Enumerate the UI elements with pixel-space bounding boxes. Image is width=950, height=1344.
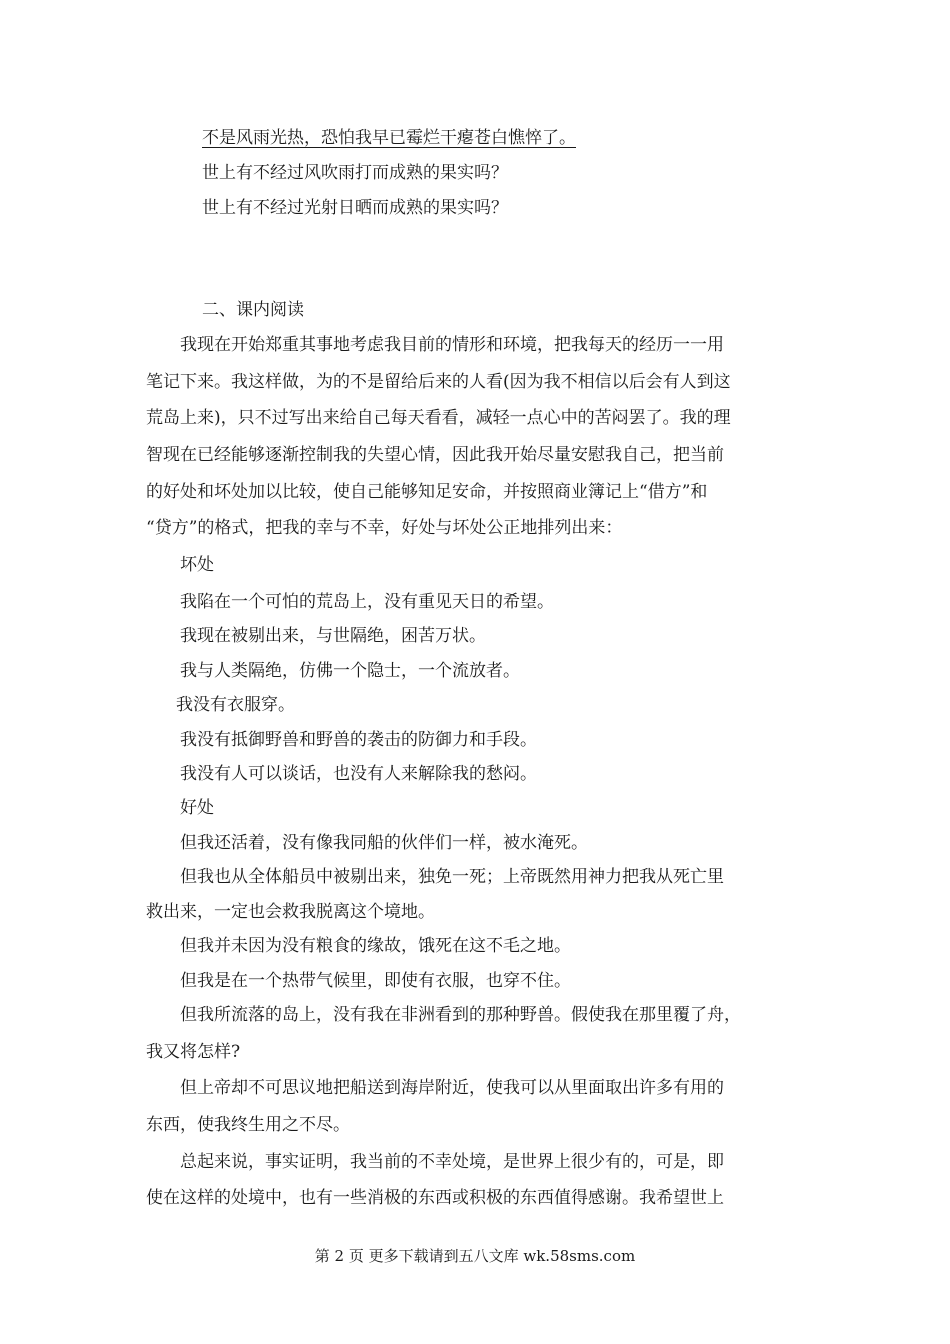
good-line-5: 但我是在一个热带气候里，即使有衣服，也穿不住。 — [180, 971, 571, 991]
good-line-9: 东西，使我终生用之不尽。 — [146, 1115, 350, 1135]
good-line-6: 但我所流落的岛上，没有我在非洲看到的那种野兽。假使我在那里覆了舟， — [180, 1005, 741, 1025]
intro-line-5: 的好处和坏处加以比较，使自己能够知足安命，并按照商业簿记上“借方”和 — [146, 482, 708, 502]
good-line-2: 但我也从全体船员中被剔出来，独免一死；上帝既然用神力把我从死亡里 — [180, 867, 724, 887]
poem-line-2: 世上有不经过风吹雨打而成熟的果实吗？ — [202, 163, 508, 183]
bad-heading: 坏处 — [180, 555, 214, 575]
intro-line-1: 我现在开始郑重其事地考虑我目前的情形和环境，把我每天的经历一一用 — [180, 335, 724, 355]
bad-item-1: 我陷在一个可怕的荒岛上，没有重见天日的希望。 — [180, 592, 554, 612]
good-line-1: 但我还活着，没有像我同船的伙伴们一样，被水淹死。 — [180, 833, 588, 853]
bad-item-6: 我没有人可以谈话，也没有人来解除我的愁闷。 — [180, 764, 537, 784]
intro-line-2: 笔记下来。我这样做，为的不是留给后来的人看(因为我不相信以后会有人到这 — [146, 372, 731, 392]
bad-item-2: 我现在被剔出来，与世隔绝，困苦万状。 — [180, 626, 486, 646]
good-line-4: 但我并未因为没有粮食的缘故，饿死在这不毛之地。 — [180, 936, 571, 956]
intro-line-4: 智现在已经能够逐渐控制我的失望心情，因此我开始尽量安慰我自己，把当前 — [146, 445, 724, 465]
section-title: 二、课内阅读 — [202, 300, 304, 320]
intro-line-3: 荒岛上来)，只不过写出来给自己每天看看，减轻一点心中的苦闷罢了。我的理 — [146, 408, 731, 428]
bad-item-4: 我没有衣服穿。 — [176, 695, 295, 715]
poem-line-3: 世上有不经过光射日晒而成熟的果实吗？ — [202, 198, 508, 218]
good-line-8: 但上帝却不可思议地把船送到海岸附近，使我可以从里面取出许多有用的 — [180, 1078, 724, 1098]
page-footer: 第 2 页 更多下载请到五八文库 wk.58sms.com — [314, 1247, 636, 1265]
good-heading: 好处 — [180, 798, 214, 818]
good-line-3: 救出来，一定也会救我脱离这个境地。 — [146, 902, 435, 922]
poem-line-1: 不是风雨光热，恐怕我早已霉烂干瘪苍白憔悴了。 — [202, 128, 576, 148]
summary-line-1: 总起来说，事实证明，我当前的不幸处境，是世界上很少有的，可是，即 — [180, 1152, 724, 1172]
bad-item-5: 我没有抵御野兽和野兽的袭击的防御力和手段。 — [180, 730, 537, 750]
bad-item-3: 我与人类隔绝，仿佛一个隐士，一个流放者。 — [180, 661, 520, 681]
intro-line-6: “贷方”的格式，把我的幸与不幸，好处与坏处公正地排列出来： — [146, 518, 623, 538]
good-line-7: 我又将怎样? — [146, 1042, 241, 1062]
summary-line-2: 使在这样的处境中，也有一些消极的东西或积极的东西值得感谢。我希望世上 — [146, 1188, 724, 1208]
